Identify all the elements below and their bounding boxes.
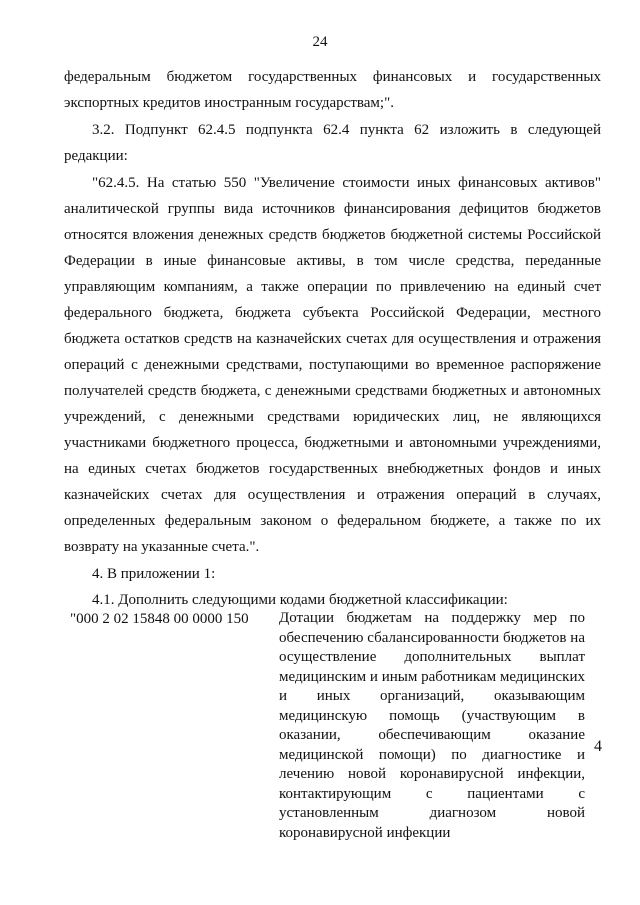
paragraph-4-1: 4.1. Дополнить следующими кодами бюджетной классификации: — [92, 592, 508, 608]
continuation-paragraph: федеральным бюджетом государственных финансовых и государственных экспортных кредитов иностранным государствам;". — [64, 69, 601, 111]
paragraph-3-2: 3.2. Подпункт 62.4.5 подпункта 62.4 пункта 62 изложить в следующей редакции: — [64, 122, 601, 164]
paragraph-4: 4. В приложении 1: — [92, 566, 216, 582]
budget-classification-code: "000 2 02 15848 00 0000 150 — [70, 611, 249, 627]
budget-classification-description: Дотации бюджетам на поддержку мер по обеспечению сбалансированности бюджетов на осуществление дополнительных выплат медицинским и иным работникам медицинских и иных организаций, оказывающим медицинскую помощь (участвующим в оказании, обеспечивающим оказание медицинской помощи) по диагностике и лечению новой коронавирусной инфекции, контактирующим с пациентами с установленным диагнозом новой коронавирусной инфекции — [279, 610, 585, 841]
paragraph-62-4-5: "62.4.5. На статью 550 "Увеличение стоимости иных финансовых активов" аналитической группы вида источников финансирования дефицитов бюджетов относятся вложения денежных средств бюджетов бюджетной системы Российской Федерации в иные финансовые активы, в том числе средства, переданные управляющим компаниям, а также операции по привлечению на единый счет федерального бюджета, бюджета субъекта Российской Федерации, местного бюджета остатков средств на казначейских счетах для осуществления и отражения операций с денежными средствами, поступающими во временное распоряжение получателей средств бюджета, с денежными средствами бюджетных и автономных учреждений, с денежными средствами юридических лиц, не являющихся участниками бюджетного процесса, бюджетными и автономными учреждениями, на единых счетах бюджетов государственных внебюджетных фондов и иных казначейских счетах для осуществления и отражения операций в случаях, определенных федеральным законом о федеральном бюджете, а также по их возврату на указанные счета.". — [64, 175, 601, 555]
margin-mark: 4 — [594, 738, 602, 755]
page-number: 24 — [312, 34, 328, 50]
